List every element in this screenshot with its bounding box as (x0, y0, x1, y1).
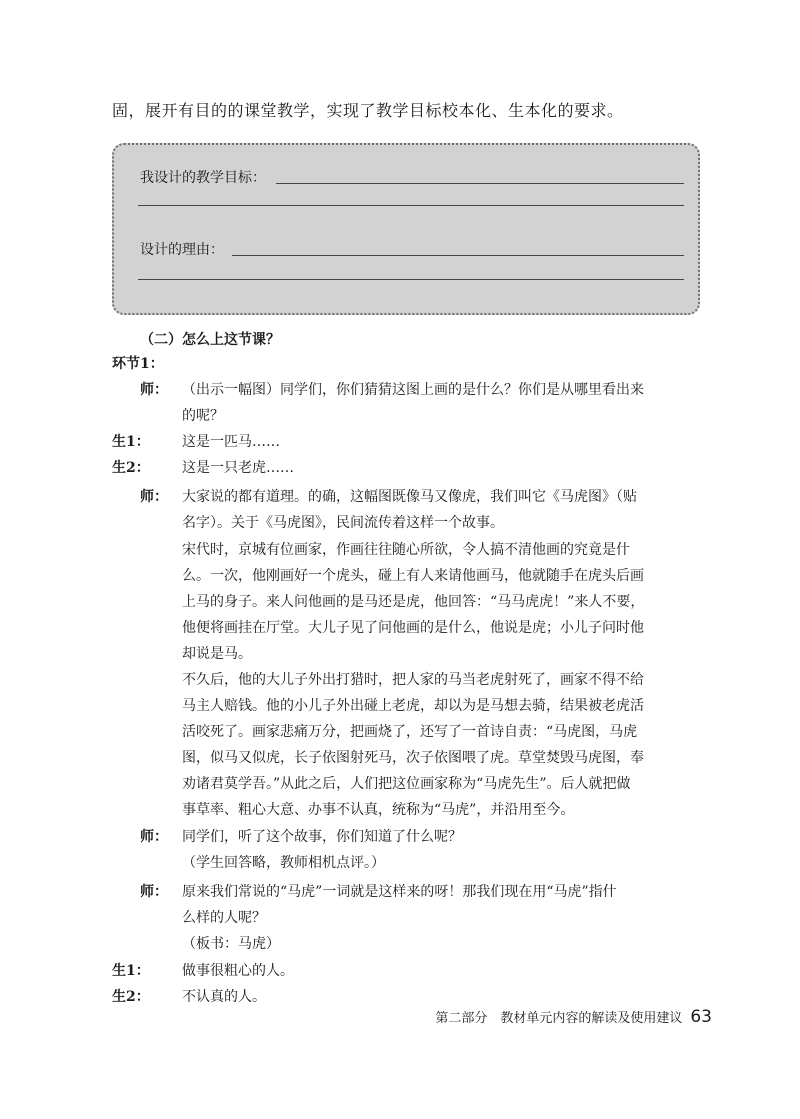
dialogue-line: 大家说的都有道理。的确，这幅图既像马又像虎，我们叫它《马虎图》（贴 (182, 489, 637, 505)
speaker-student-1: 生1： (112, 963, 150, 979)
speaker-teacher: 师： (140, 884, 168, 900)
dialogue-line: 么样的人呢？ (182, 910, 266, 926)
dialogue-line: 做事很粗心的人。 (182, 963, 294, 979)
teaching-goal-label: 我设计的教学目标： (140, 170, 266, 186)
dialogue-line: 的呢？ (182, 408, 224, 424)
dialogue-line: 这是一只老虎…… (182, 460, 294, 476)
story-line: 事草率、粗心大意、办事不认真，统称为“马虎”，并沿用至今。 (182, 802, 575, 818)
teaching-goal-line-1[interactable] (276, 183, 684, 184)
dialogue-line: 原来我们常说的“马虎”一词就是这样来的呀！那我们现在用“马虎”指什 (182, 884, 617, 900)
speaker-teacher: 师： (140, 489, 168, 505)
design-reason-line-1[interactable] (232, 255, 684, 256)
story-line: 劝诸君莫学吾。”从此之后，人们把这位画家称为“马虎先生”。后人就把做 (182, 776, 631, 792)
footer-section-title: 第二部分 教材单元内容的解读及使用建议 (435, 1011, 683, 1026)
speaker-teacher: 师： (140, 829, 168, 845)
story-line: 么。一次，他刚画好一个虎头，碰上有人来请他画马，他就随手在虎头后画 (182, 568, 644, 584)
dialogue-line: 不认真的人。 (182, 989, 266, 1005)
story-line: 图，似马又似虎，长子依图射死马，次子依图喂了虎。草堂焚毁马虎图，奉 (182, 750, 644, 766)
teaching-goal-line-2[interactable] (138, 205, 684, 206)
dialogue-line: （出示一幅图）同学们，你们猜猜这图上画的是什么？你们是从哪里看出来 (182, 382, 644, 398)
dialogue-line: （学生回答略，教师相机点评。） (182, 855, 385, 871)
design-reason-line-2[interactable] (138, 279, 684, 280)
intro-paragraph: 固，展开有目的的课堂教学，实现了教学目标校本化、生本化的要求。 (112, 101, 624, 120)
page-number: 63 (690, 1007, 712, 1027)
story-line: 不久后，他的大儿子外出打猎时，把人家的马当老虎射死了，画家不得不给 (182, 672, 644, 688)
step-label: 环节1： (112, 356, 164, 372)
dialogue-line: （板书：马虎） (182, 936, 280, 952)
story-line: 宋代时，京城有位画家，作画往往随心所欲，令人搞不清他画的究竟是什 (182, 542, 630, 558)
section-title: （二）怎么上这节课？ (140, 332, 280, 348)
design-worksheet-box (112, 143, 700, 315)
page-footer (435, 1007, 712, 1027)
speaker-student-1: 生1： (112, 434, 150, 450)
story-line: 他便将画挂在厅堂。大儿子见了问他画的是什么，他说是虎；小儿子问时他 (182, 620, 644, 636)
design-reason-label: 设计的理由： (140, 242, 224, 258)
dialogue-line: 同学们，听了这个故事，你们知道了什么呢？ (182, 829, 462, 845)
story-line: 马主人赔钱。他的小儿子外出碰上老虎，却以为是马想去骑，结果被老虎活 (182, 698, 644, 714)
story-line: 上马的身子。来人问他画的是马还是虎，他回答：“马马虎虎！”来人不要， (182, 594, 645, 610)
dialogue-line: 名字）。关于《马虎图》，民间流传着这样一个故事。 (182, 515, 504, 531)
speaker-student-2: 生2： (112, 989, 150, 1005)
speaker-student-2: 生2： (112, 460, 150, 476)
dialogue-line: 这是一匹马…… (182, 434, 280, 450)
story-line: 活咬死了。画家悲痛万分，把画烧了，还写了一首诗自责：“马虎图，马虎 (182, 724, 638, 740)
story-line: 却说是马。 (182, 646, 252, 662)
speaker-teacher: 师： (140, 382, 168, 398)
